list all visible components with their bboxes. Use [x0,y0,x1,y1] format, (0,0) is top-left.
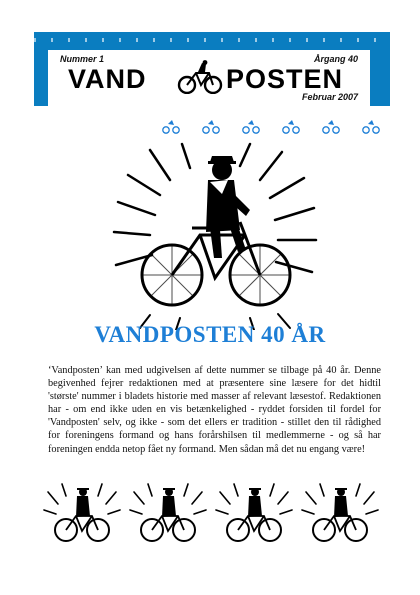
volume-number: Årgang 40 [313,54,358,64]
cyclist-row-icon [160,118,390,134]
article-headline: VANDPOSTEN 40 ÅR [94,322,326,347]
masthead-inner [48,50,370,106]
title-part-vand: VAND [68,64,147,94]
cyclist-icon [176,60,224,94]
article-body: ‘Vandposten’ kan med udgivelsen af dette nummer se tilbage på 40 år. Denne begivenhed fejrer redaktionen med at præsentere sine læsere for det hidtil 'største' nummer i bladets historie med masser af relevant læsestof. Redaktionen har - om end ikke uden en vis betænkelighed - ryddet forsiden til fordel for 'Vandposten' selv, og ikke - som det ellers er tradition - stillet den til rådighed for foreningens formand og hans forårshilsen til medlemmerne - og så har foreningen endda netop fået ny formand. Men sådan må det nu engang være! [48,365,381,455]
issue-date: Februar 2007 [301,92,358,102]
cyclist-illustration [110,140,320,330]
issue-number: Nummer 1 [60,54,105,64]
masthead-speckle [34,38,390,42]
cyclist-strip [38,482,388,548]
title-part-posten: POSTEN [226,64,344,94]
masthead [34,32,390,106]
